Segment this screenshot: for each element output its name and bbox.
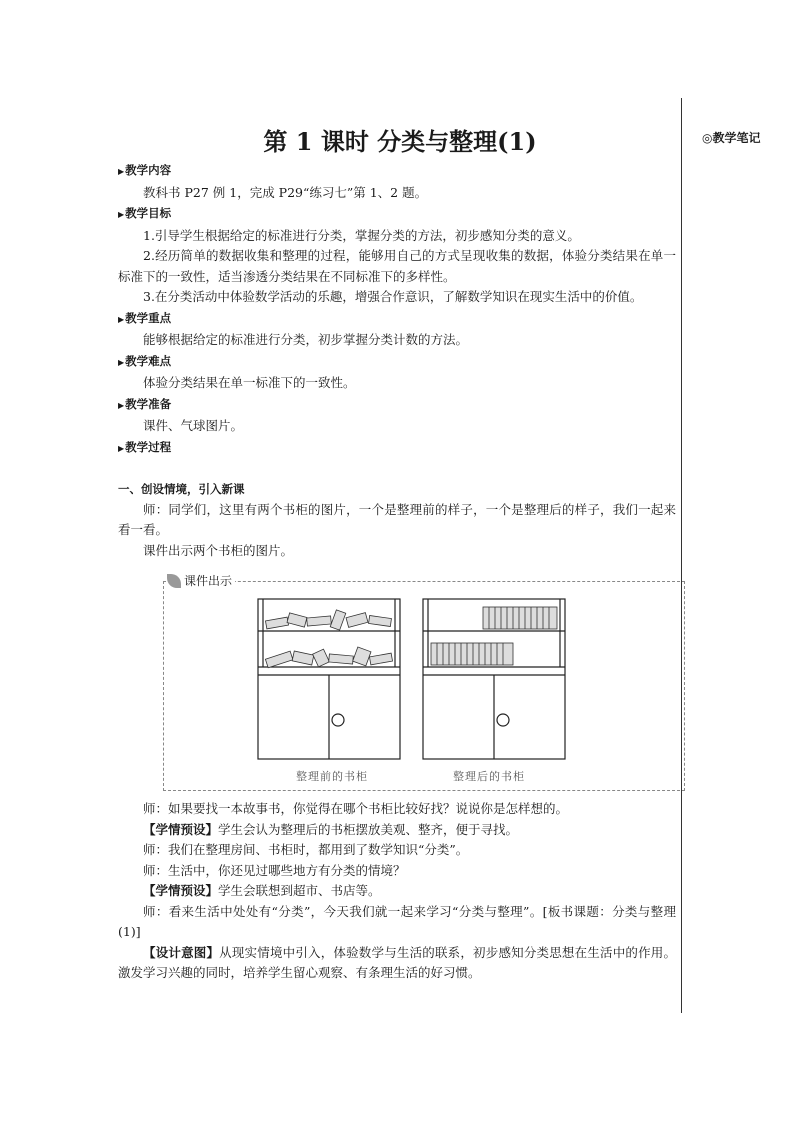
bookcase-illustration [163, 571, 685, 787]
paragraph: 师：如果要找一本故事书，你觉得在哪个书柜比较好找？说说你是怎样想的。 [143, 801, 569, 816]
margin-divider [681, 98, 682, 1013]
heading-process: ▶教学过程 [118, 439, 172, 454]
lesson-content [118, 160, 676, 984]
page-title: 第 1 课时 分类与整理(1) [263, 127, 537, 156]
prep-text: 课件、气球图片。 [143, 418, 244, 433]
difficulty-text: 体验分类结果在单一标准下的一致性。 [143, 375, 356, 390]
paragraph: 【设计意图】从现实情境中引入，体验数学与生活的联系，初步感知分类思想在生活中的作用。激发学习兴趣的同时，培养学生留心观察、有条理生活的好习惯。 [118, 944, 676, 980]
messy-books [265, 610, 392, 668]
heading-key: ▶教学重点 [118, 310, 172, 325]
teaching-notes-label: ◎教学笔记 [702, 131, 761, 145]
paragraph: 师：同学们，这里有两个书柜的图片，一个是整理前的样子，一个是整理后的样子，我们一起来看一看。 [118, 501, 676, 537]
paragraph: 师：生活中，你还见过哪些地方有分类的情境？ [143, 862, 406, 878]
heading-prep: ▶教学准备 [118, 396, 172, 411]
goal-item: 3.在分类活动中体验数学活动的乐趣，增强合作意识，了解数学知识在现实生活中的价值。 [143, 289, 643, 304]
key-text: 能够根据给定的标准进行分类，初步掌握分类计数的方法。 [143, 332, 469, 347]
paragraph: 师：我们在整理房间、书柜时，都用到了数学知识“分类”。 [143, 842, 469, 857]
courseware-figure [163, 571, 685, 787]
paragraph: 【学情预设】学生会联想到超市、书店等。 [143, 883, 381, 898]
paragraph: 【学情预设】学生会认为整理后的书柜摆放美观、整齐，便于寻找。 [143, 821, 519, 837]
content-text: 教科书 P27 例 1，完成 P29“练习七”第 1、2 题。 [143, 184, 428, 200]
figure-label: 课件出示 [167, 569, 235, 593]
section-title: 一、创设情境，引入新课 [118, 482, 245, 496]
heading-goals: ▶教学目标 [118, 206, 172, 220]
tidy-books [431, 607, 557, 665]
caption-before: 整理前的书柜 [296, 770, 368, 783]
paragraph: 师：看来生活中处处有“分类”，今天我们就一起来学习“分类与整理”。[板书课题：分类与整理(1)] [118, 903, 676, 939]
goal-item: 1.引导学生根据给定的标准进行分类，掌握分类的方法，初步感知分类的意义。 [143, 227, 580, 243]
heading-difficulty: ▶教学难点 [118, 353, 172, 368]
caption-after: 整理后的书柜 [453, 770, 525, 783]
goal-item: 2.经历简单的数据收集和整理的过程，能够用自己的方式呈现收集的数据，体验分类结果在单一标准下的一致性，适当渗透分类结果在不同标准下的多样性。 [118, 248, 676, 284]
paragraph: 课件出示两个书柜的图片。 [143, 542, 294, 558]
heading-content: ▶教学内容 [118, 163, 172, 177]
